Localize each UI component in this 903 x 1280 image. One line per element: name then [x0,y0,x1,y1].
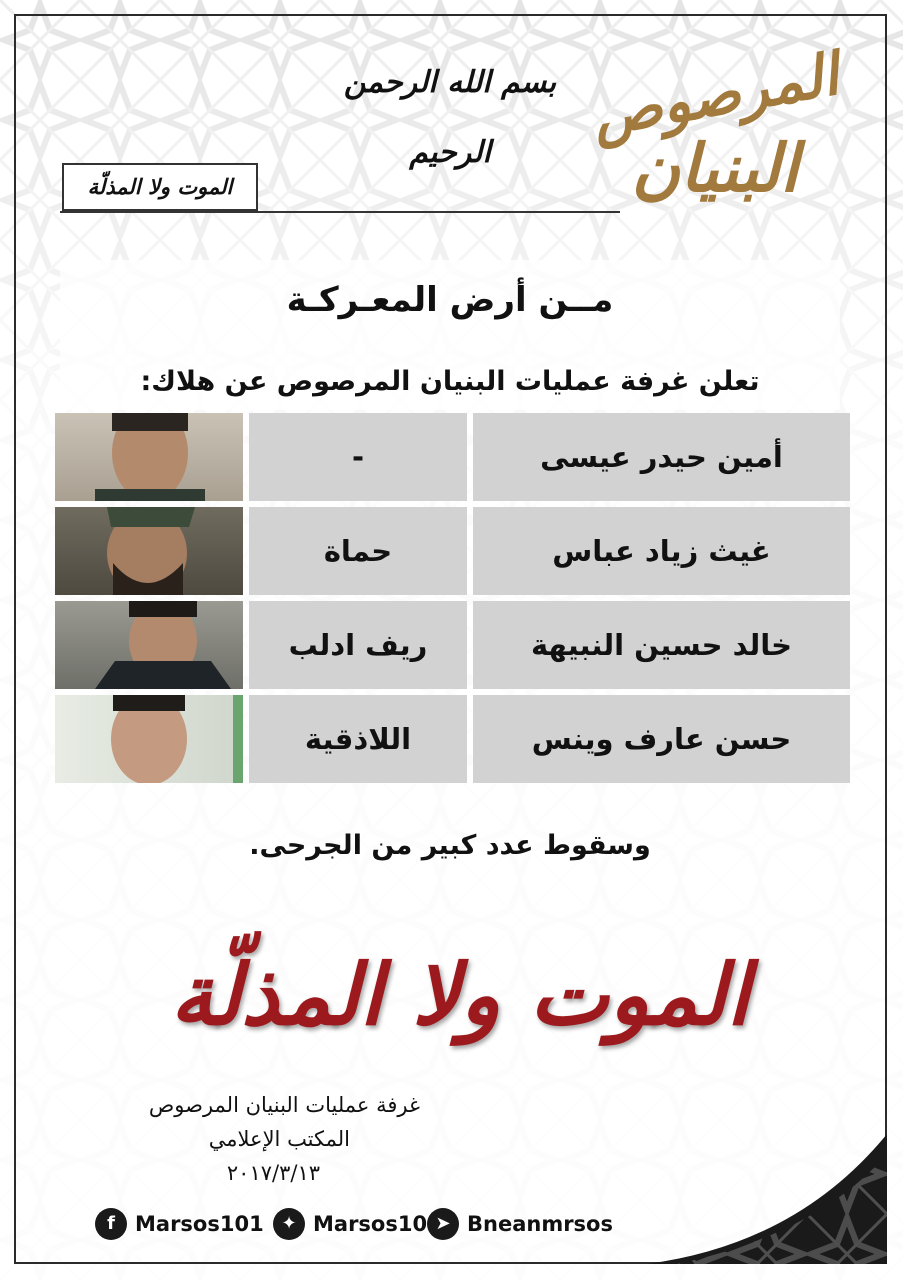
portrait-photo [55,601,243,689]
table-row [55,601,850,689]
logo-line-2: البنيان [631,129,799,207]
telegram-handle: Bneanmrsos [467,1212,613,1236]
place-cell: حماة [249,507,467,595]
corner-decoration [647,1134,887,1264]
basmala: بسم الله الرحمن الرحيم [343,65,557,170]
place-cell: ريف ادلب [249,601,467,689]
wounded-text: وسقوط عدد كبير من الجرحى. [249,830,651,861]
portrait-photo [55,507,243,595]
motto-headline: الموت ولا المذلّة [170,945,750,1044]
table-row [55,413,850,501]
name-cell: حسن عارف وينس [473,695,850,783]
date-label: ٢٠١٧/٣/١٣ [226,1161,320,1185]
portrait-photo [55,413,243,501]
announcement-text: تعلن غرفة عمليات البنيان المرصوص عن هلاك: [140,366,760,397]
portrait-photo [55,695,243,783]
facebook-icon: f [95,1208,127,1240]
header-divider [60,211,620,213]
motto-badge: الموت ولا المذلّة [62,163,258,211]
place-cell: اللاذقية [249,695,467,783]
page-title: مــن أرض المعـركـة [286,280,614,320]
media-office: المكتب الإعلامي [208,1127,350,1151]
facebook-handle: Marsos101 [135,1212,264,1236]
brand-logo [565,39,865,230]
footer-signature [60,1088,420,1190]
twitter-handle: Marsos10 [313,1212,428,1236]
logo-line-1: المرصوص [586,39,844,151]
name-cell: غيث زياد عباس [473,507,850,595]
twitter-icon: ✦ [273,1208,305,1240]
org-name: غرفة عمليات البنيان المرصوص [148,1093,420,1117]
table-row [55,507,850,595]
table-row [55,695,850,783]
place-cell: - [249,413,467,501]
name-cell: خالد حسين النبيهة [473,601,850,689]
social-links [95,1204,615,1244]
telegram-icon: ➤ [427,1208,459,1240]
name-cell: أمين حيدر عيسى [473,413,850,501]
